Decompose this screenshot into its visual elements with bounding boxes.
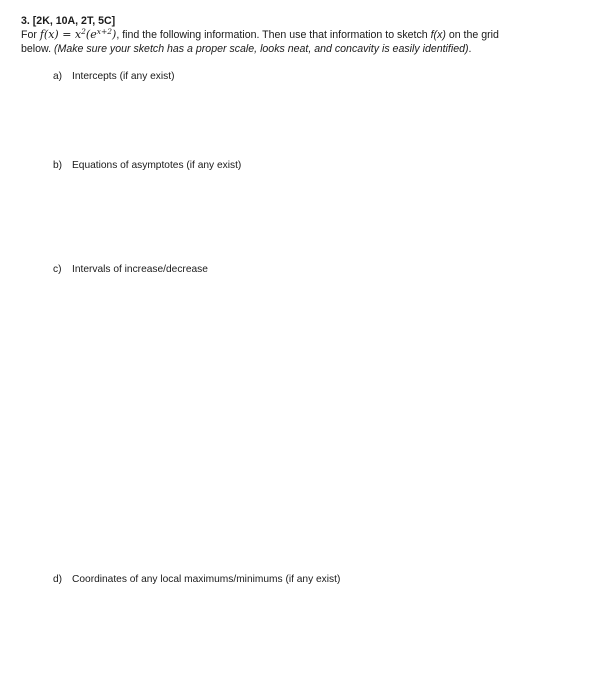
part-a-label: Intercepts (if any exist)	[72, 71, 175, 82]
part-d	[53, 573, 340, 586]
line2-prefix: below.	[21, 43, 54, 55]
question-header	[21, 14, 596, 56]
intro-fx: f(x)	[430, 29, 446, 41]
line2-end: .	[468, 43, 472, 55]
intro-prefix: For	[21, 29, 40, 41]
question-number: 3. [2K, 10A, 2T, 5C]	[21, 15, 116, 27]
function-base-exponent: 2	[81, 27, 86, 36]
part-b-label: Equations of asymptotes (if any exist)	[72, 160, 242, 171]
function-base: x	[74, 28, 82, 41]
part-b-marker: b)	[53, 160, 63, 171]
sketch-requirements-note: (Make sure your sketch has a proper scale, looks neat, and concavity is easily identified)	[53, 43, 469, 55]
part-d-marker: d)	[53, 574, 63, 585]
part-c-marker: c)	[53, 264, 62, 275]
function-lhs: f(x)	[39, 28, 59, 41]
function-equals: =	[58, 28, 75, 41]
part-a	[53, 70, 174, 83]
part-d-label: Coordinates of any local maximums/minimums (if any exist)	[72, 574, 341, 585]
intro-middle: , find the following information. Then use that information to sketch	[116, 29, 431, 41]
part-a-marker: a)	[53, 71, 63, 82]
intro-suffix: on the grid	[445, 29, 499, 41]
part-c-label: Intervals of increase/decrease	[72, 264, 208, 275]
function-exp-power: x+2	[96, 27, 113, 36]
part-b	[53, 159, 241, 172]
function-expression	[40, 28, 116, 41]
function-exp-close: )	[112, 28, 117, 41]
function-exp-open: (e	[85, 28, 97, 41]
part-c	[53, 263, 208, 276]
question-instructions	[21, 28, 596, 56]
